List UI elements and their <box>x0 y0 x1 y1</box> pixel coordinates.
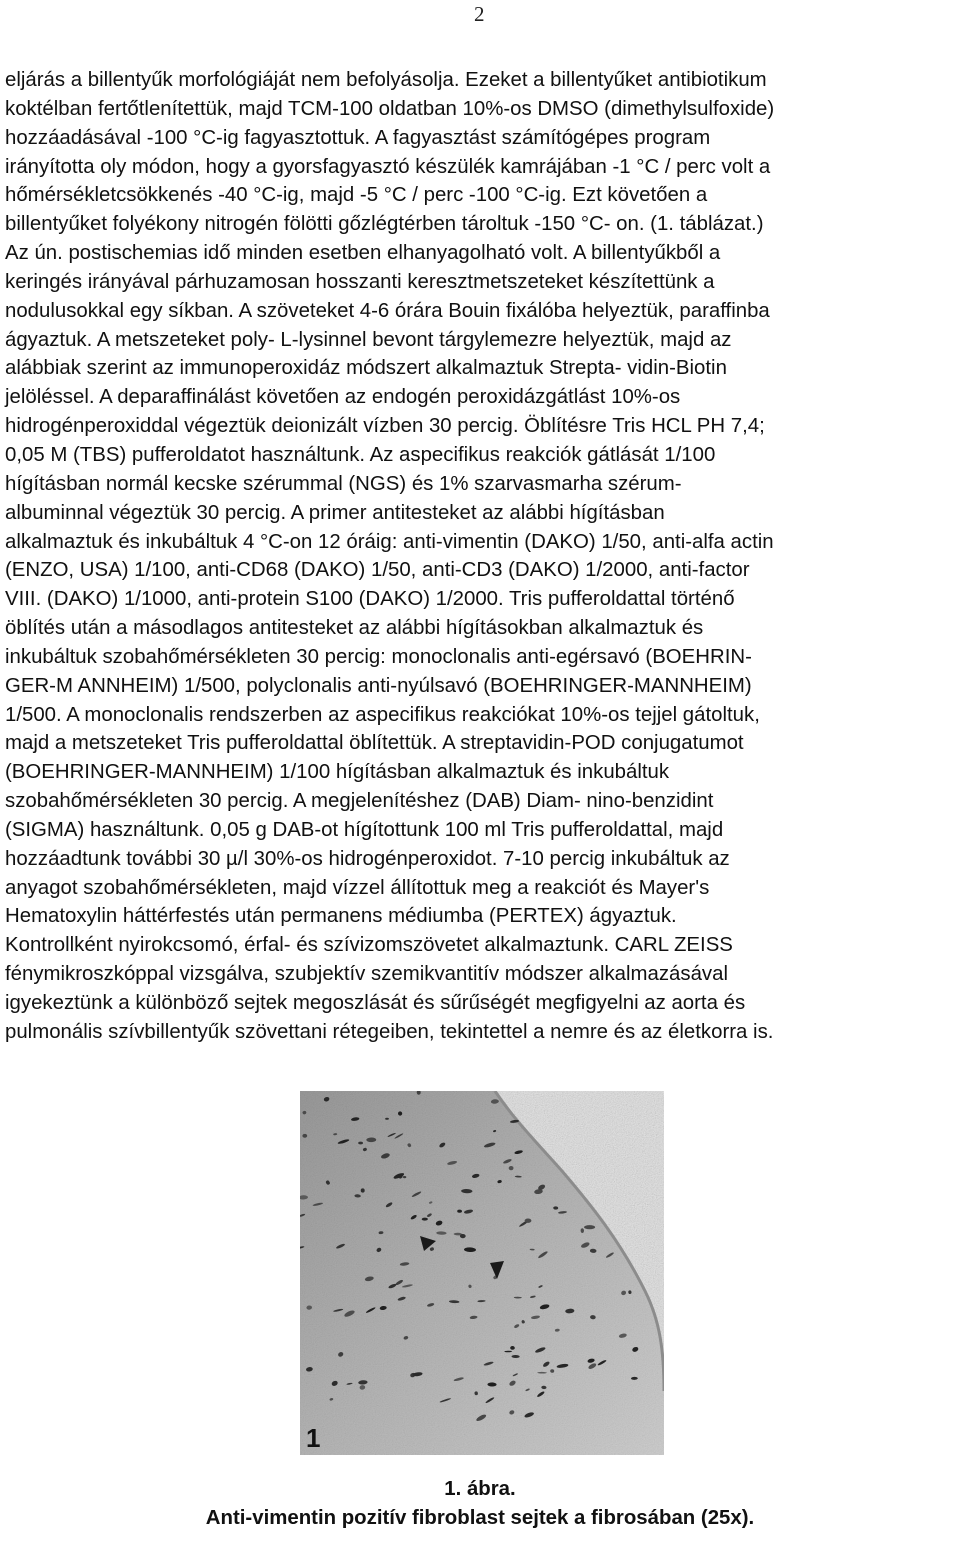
text-line: öblítés után a másodlagos antitesteket az alábbi hígításokban alkalmaztuk és <box>5 617 704 640</box>
text-line: hozzáadásával -100 °C-ig fagyasztottuk. A fagyasztást számítógépes program <box>5 126 711 149</box>
text-line: jelöléssel. A deparaffinálást követően az endogén peroxidázgátlást 10%-os <box>5 386 681 409</box>
text-line: inkubáltuk szobahőmérsékleten 30 percig: monoclonalis anti-egérsavó (BOEHRIN- <box>5 645 752 668</box>
text-line: igyekeztünk a különböző sejtek megoszlását és sűrűségét megfigyelni az aorta és <box>5 992 746 1014</box>
figure-caption: Anti-vimentin pozitív fibroblast sejtek a fibrosában (25x). <box>205 1507 755 1529</box>
figure-number: 1. ábra. <box>444 1478 516 1500</box>
text-line: (BOEHRINGER-MANNHEIM) 1/100 hígításban alkalmaztuk és inkubáltuk <box>5 761 670 784</box>
text-line: (SIGMA) használtunk. 0,05 g DAB-ot hígítottunk 100 ml Tris pufferoldattal, majd <box>5 818 724 841</box>
text-line: nodulusokkal egy síkban. A szöveteket 4-6 órára Bouin fixálóba helyeztük, paraffinba <box>5 299 770 322</box>
text-line: fénymikroszkóppal vizsgálva, szubjektív szemikvantitív módszer alkalmazásával <box>5 963 729 986</box>
text-line: VIII. (DAKO) 1/1000, anti-protein S100 (DAKO) 1/2000. Tris pufferoldattal történő <box>5 588 735 611</box>
text-line: szobahőmérsékleten 30 percig. A megjelenítéshez (DAB) Diam- nino-benzidint <box>5 790 714 813</box>
micrograph-image <box>300 1091 664 1455</box>
text-line: hidrogénperoxiddal végeztük deionizált vízben 30 percig. Öblítésre Tris HCL PH 7,4; <box>5 415 765 438</box>
text-line: Kontrollként nyirokcsomó, érfal- és szívizomszövetet alkalmaztunk. CARL ZEISS <box>5 934 733 957</box>
text-line: keringés irányával párhuzamosan hosszanti keresztmetszeteket készítettünk a <box>5 270 715 293</box>
text-line: 1/500. A monoclonalis rendszerben az aspecifikus reakciókat 10%-os tejjel gátoltuk, <box>5 703 760 726</box>
text-line: Hematoxylin háttérfestés után permanens médiumba (PERTEX) ágyaztuk. <box>5 905 677 928</box>
text-line: ágyaztuk. A metszeteket poly- L-lysinnel bevont tárgylemezre helyeztük, majd az <box>5 328 732 351</box>
stained-cell <box>509 1166 514 1170</box>
text-line: anyagot szobahőmérsékleten, majd vízzel állítottuk meg a reakciót és Mayer's <box>5 876 710 899</box>
text-line: Az ún. postischemias idő minden esetben elhanyagolható volt. A billentyűkből a <box>5 242 721 265</box>
text-line: alkalmaztuk és inkubáltuk 4 °C-on 12 óráig: anti-vimentin (DAKO) 1/50, anti-alfa actin <box>5 530 774 553</box>
panel-label: 1 <box>306 1423 321 1453</box>
page-number: 2 <box>474 2 485 26</box>
text-line: billentyűket folyékony nitrogén fölötti gőzlégtérben tároltuk -150 °C- on. (1. táblázat.) <box>5 213 764 236</box>
text-line: 0,05 M (TBS) pufferoldatot használtunk. Az aspecifikus reakciók gátlását 1/100 <box>5 443 716 466</box>
text-line: (ENZO, USA) 1/100, anti-CD68 (DAKO) 1/50, anti-CD3 (DAKO) 1/2000, anti-factor <box>5 559 750 582</box>
text-line: GER-M ANNHEIM) 1/500, polyclonalis anti-nyúlsavó (BOEHRINGER-MANNHEIM) <box>5 674 752 697</box>
text-line: majd a metszeteket Tris pufferoldattal öblítettük. A streptavidin-POD conjugatumot <box>5 732 744 755</box>
text-line: hozzáadtunk további 30 µ/l 30%-os hidrogénperoxidot. 7-10 percig inkubáltuk az <box>5 847 730 870</box>
text-line: eljárás a billentyűk morfológiáját nem befolyásolja. Ezeket a billentyűket antibiotikum <box>5 69 767 91</box>
text-line: alábbiak szerint az immunoperoxidáz módszert alkalmaztuk Strepta- vidin-Biotin <box>5 357 727 380</box>
body-text <box>5 66 960 1047</box>
text-line: koktélban fertőtlenítettük, majd TCM-100 oldatban 10%-os DMSO (dimethylsulfoxide) <box>5 97 775 120</box>
text-line: pulmonális szívbillentyűk szövettani rétegeiben, tekintettel a nemre és az életkorra is. <box>5 1020 774 1043</box>
micrograph-figure <box>300 1091 664 1455</box>
text-line: hőmérsékletcsökkenés -40 °C-ig, majd -5 °C / perc -100 °C-ig. Ezt követően a <box>5 184 708 207</box>
text-line: hígításban normál kecske szérummal (NGS) és 1% szarvasmarha szérum- <box>5 472 682 495</box>
text-line: irányította oly módon, hogy a gyorsfagyasztó készülék kamrájában -1 °C / perc volt a <box>5 155 771 178</box>
text-line: albuminnal végeztük 30 percig. A primer antitesteket az alábbi hígításban <box>5 501 665 524</box>
stained-cell <box>584 1225 595 1229</box>
